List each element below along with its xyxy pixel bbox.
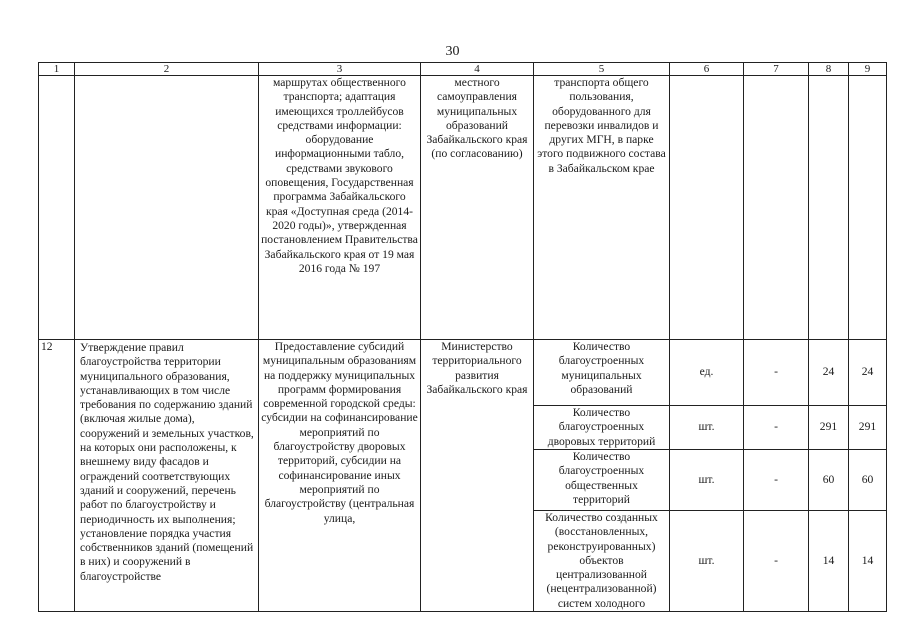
indicator-value-col9: 24 — [849, 340, 887, 406]
indicator-name: Количество благоустроенных дворовых территорий — [534, 406, 670, 450]
indicator-name: Количество благоустроенных муниципальных образований — [534, 340, 670, 406]
col-header-4: 4 — [421, 63, 534, 76]
col-header-2: 2 — [75, 63, 259, 76]
col-header-3: 3 — [259, 63, 421, 76]
cell-measure-description: Утверждение правил благоустройства территории муниципального образования, устанавливающих в том числе требования по содержанию зданий (включая жилые дома), сооружений и земельных участков, на которых они расположены, к внешнему виду фасадов и ограждений соответствующих зданий и сооружений, перечень работ по благоустройству и периодичность их выполнения; установление порядка участия собственников зданий (помещений в них) и сооружений в благоустройстве — [75, 340, 259, 612]
col-header-1: 1 — [39, 63, 75, 76]
col-header-8: 8 — [809, 63, 849, 76]
cell-empty — [744, 76, 809, 340]
indicator-unit: шт. — [670, 511, 744, 612]
indicator-unit: ед. — [670, 340, 744, 406]
indicator-name: Количество благоустроенных общественных территорий — [534, 450, 670, 511]
indicator-value-col8: 14 — [809, 511, 849, 612]
cell-empty — [809, 76, 849, 340]
indicator-value-col8: 24 — [809, 340, 849, 406]
cell-continued-measure: маршрутах общественного транспорта; адаптация имеющихся троллейбусов средствами информации: оборудование информационными табло, средствами звукового оповещения, Государственная программа Забайкальского края «Доступная среда (2014-2020 годы)», утвержденная постановлением Правительства Забайкальского края от 19 мая 2016 года № 197 — [259, 76, 421, 340]
indicator-value-col7: - — [744, 450, 809, 511]
page-number: 30 — [445, 44, 460, 59]
table-row-12 — [39, 340, 887, 406]
col-header-7: 7 — [744, 63, 809, 76]
cell-executor: Министерство территориального развития Забайкальского края — [421, 340, 534, 612]
column-number-row — [39, 63, 887, 76]
cell-empty — [849, 76, 887, 340]
indicator-value-col7: - — [744, 340, 809, 406]
indicator-value-col9: 60 — [849, 450, 887, 511]
indicator-value-col7: - — [744, 511, 809, 612]
cell-empty — [670, 76, 744, 340]
cell-empty — [39, 76, 75, 340]
col-header-9: 9 — [849, 63, 887, 76]
col-header-5: 5 — [534, 63, 670, 76]
indicator-name: Количество созданных (восстановленных, реконструированных) объектов централизованной (нецентрализованной) систем холодного — [534, 511, 670, 612]
indicator-value-col8: 291 — [809, 406, 849, 450]
col-header-6: 6 — [670, 63, 744, 76]
indicator-value-col7: - — [744, 406, 809, 450]
indicator-value-col9: 291 — [849, 406, 887, 450]
indicator-unit: шт. — [670, 406, 744, 450]
row-number: 12 — [39, 340, 75, 612]
indicator-value-col8: 60 — [809, 450, 849, 511]
cell-funding-measure: Предоставление субсидий муниципальным образованиям на поддержку муниципальных программ формирования современной городской среды: субсидии на софинансирование мероприятий по благоустройству дворовых территорий, субсидии на софинансирование иных мероприятий по благоустройству (центральная улица, — [259, 340, 421, 612]
indicator-unit: шт. — [670, 450, 744, 511]
cell-continued-indicator: транспорта общего пользования, оборудованного для перевозки инвалидов и других МГН, в парке этого подвижного состава в Забайкальском крае — [534, 76, 670, 340]
cell-continued-executor: местного самоуправления муниципальных образований Забайкальского края (по согласованию) — [421, 76, 534, 340]
cell-empty — [75, 76, 259, 340]
indicator-value-col9: 14 — [849, 511, 887, 612]
measures-table — [38, 62, 887, 612]
table-row-continued — [39, 76, 887, 340]
